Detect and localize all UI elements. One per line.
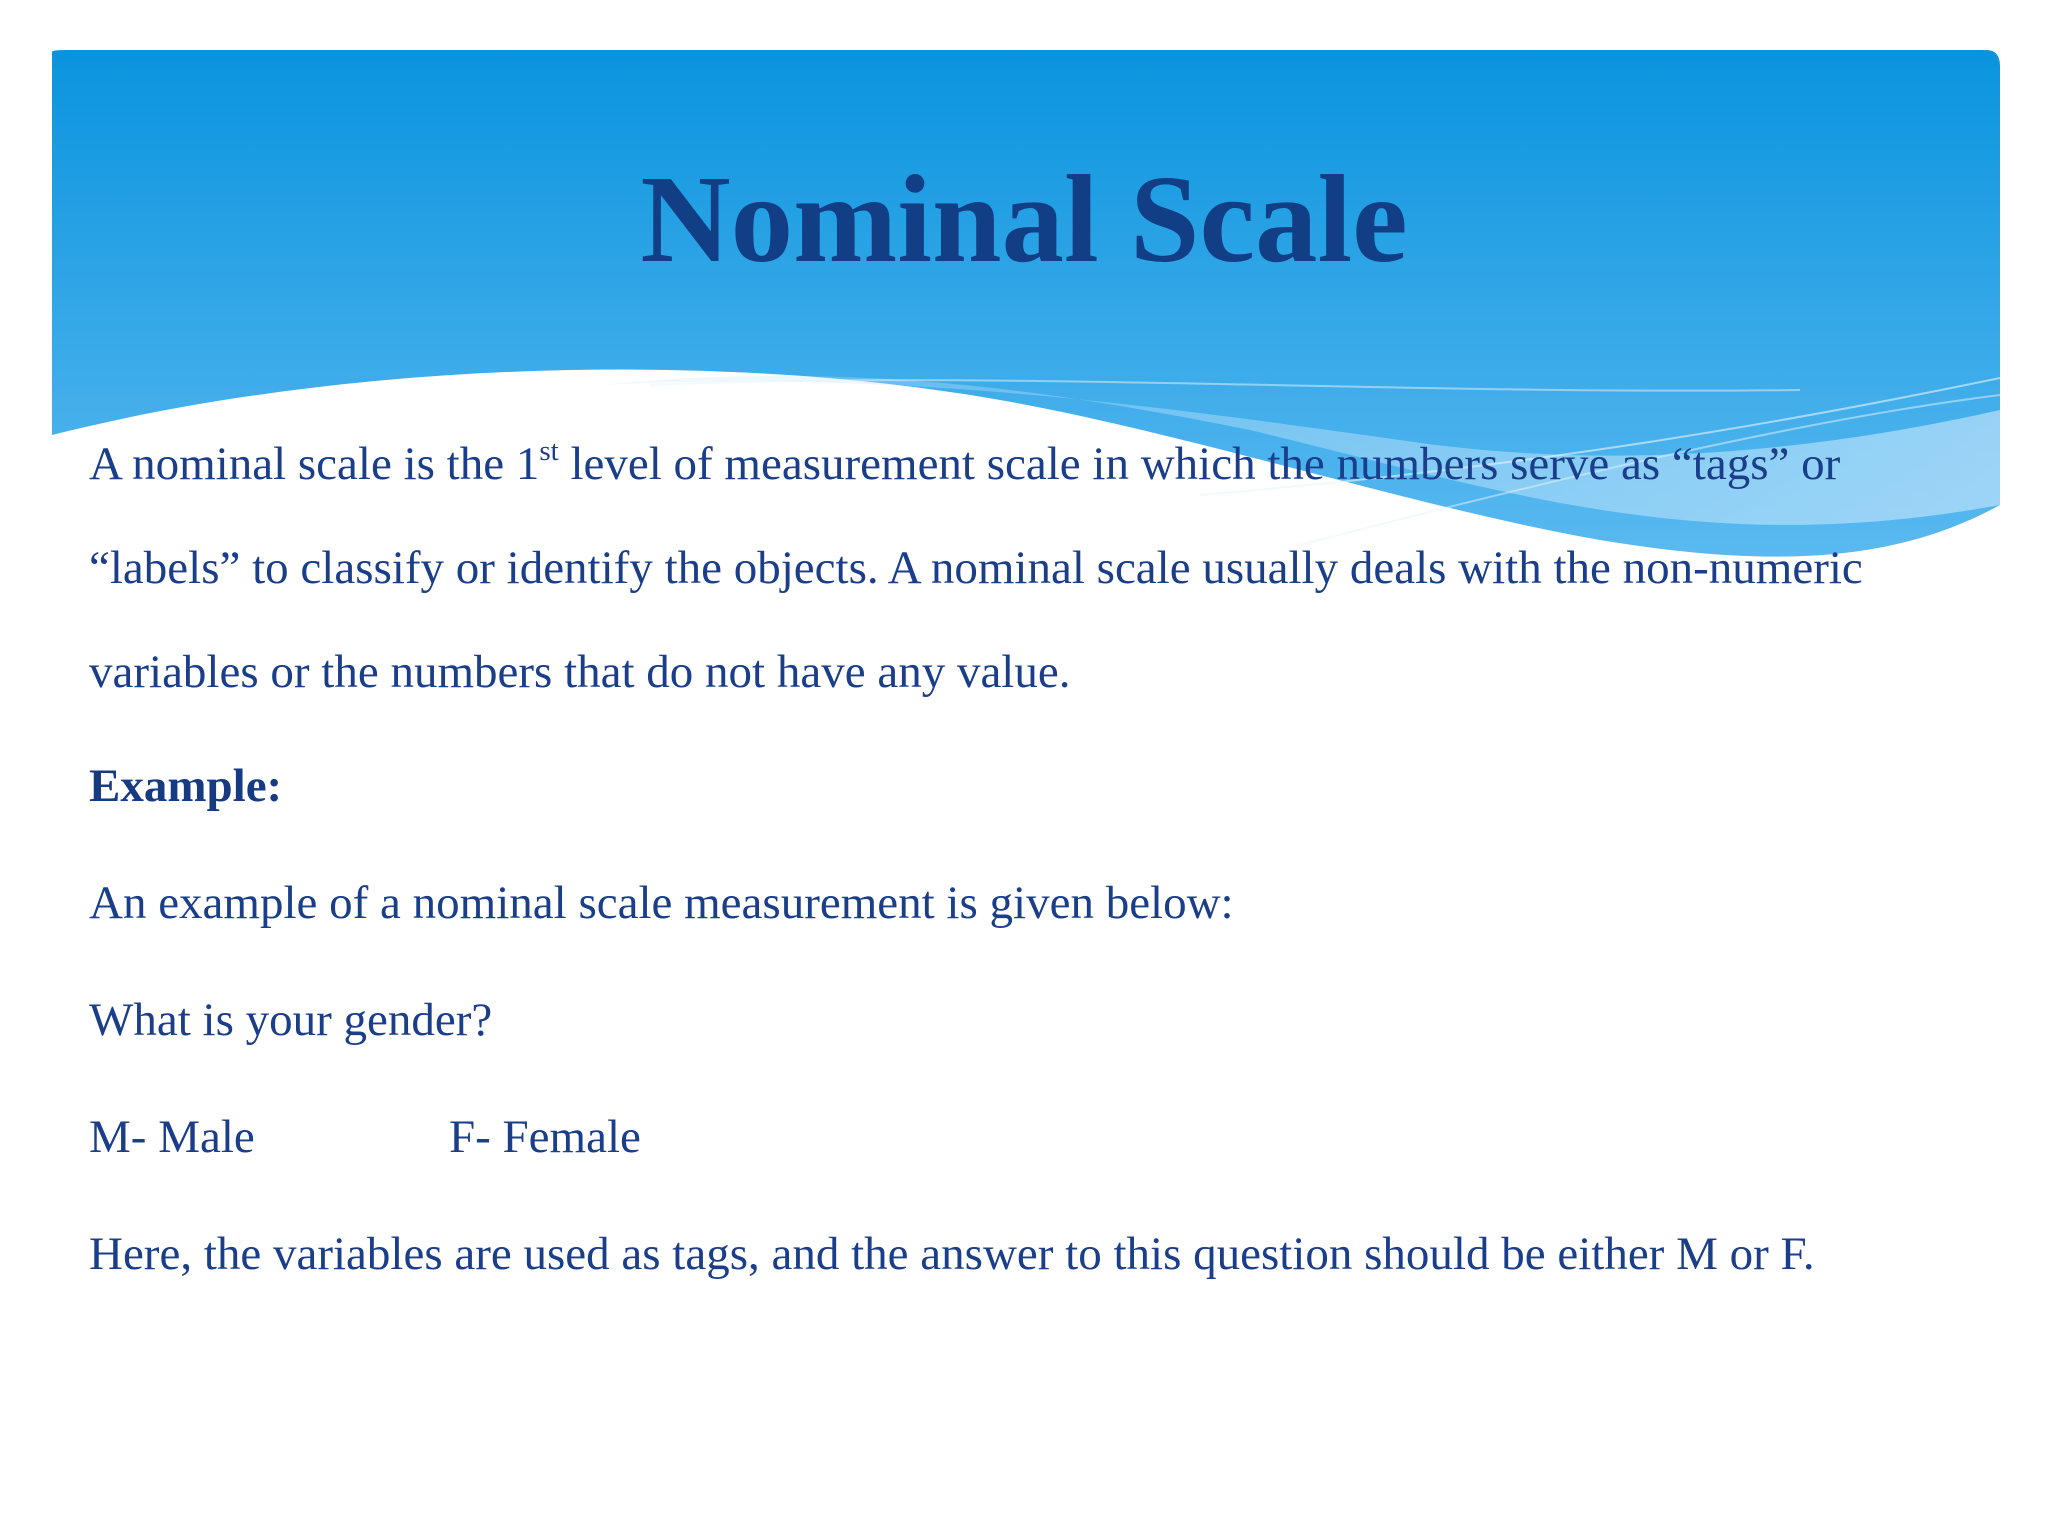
- definition-text-start: A nominal scale is the 1: [89, 438, 540, 490]
- definition-paragraph: [89, 412, 1969, 724]
- option-male: M- Male: [89, 1111, 255, 1163]
- ordinal-superscript: st: [539, 435, 559, 467]
- example-heading: Example:: [89, 760, 283, 812]
- conclusion-paragraph: Here, the variables are used as tags, and the answer to this question should be either M or F.: [89, 1228, 1815, 1280]
- gender-options: [89, 1085, 1969, 1202]
- option-female: F- Female: [449, 1111, 641, 1163]
- example-question: What is your gender?: [89, 994, 493, 1046]
- slide-body: [89, 412, 1969, 1306]
- example-intro: An example of a nominal scale measurement is given below:: [89, 877, 1234, 929]
- definition-text-rest: level of measurement scale in which the numbers serve as “tags” or “labels” to classify or identify the objects. A nominal scale usually deals with the non-numeric variables or the numbers that do not have any value.: [89, 438, 1863, 698]
- slide-title: Nominal Scale: [640, 151, 1408, 289]
